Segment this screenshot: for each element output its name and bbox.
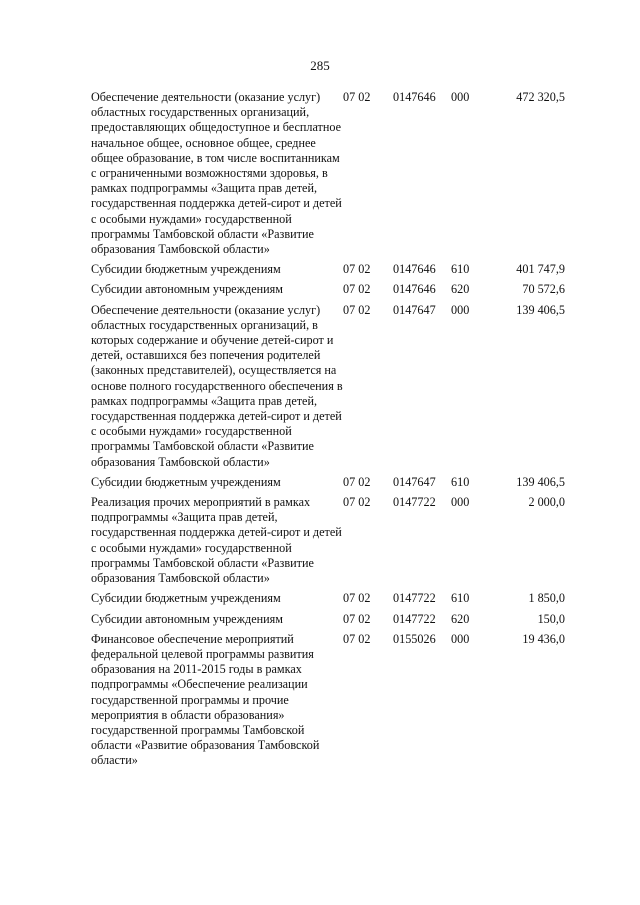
row-amount: 1 850,0 <box>528 591 565 606</box>
table-row <box>91 282 565 302</box>
row-target-code: 0147647 <box>393 474 436 489</box>
row-target-code: 0147646 <box>393 262 436 277</box>
table-row <box>91 632 565 769</box>
row-amount: 472 320,5 <box>516 90 565 104</box>
row-target-code: 0147722 <box>393 611 436 626</box>
row-section-code: 07 02 <box>343 262 371 277</box>
table-row <box>91 475 565 495</box>
table-row <box>91 612 565 632</box>
table-row <box>91 495 565 591</box>
row-section-code: 07 02 <box>343 302 371 317</box>
row-section-code: 07 02 <box>343 282 371 297</box>
row-amount: 19 436,0 <box>522 631 565 646</box>
row-section-code: 07 02 <box>343 474 371 489</box>
row-expense-type: 000 <box>451 631 470 646</box>
row-expense-type: 000 <box>451 302 470 317</box>
table-row <box>91 591 565 611</box>
row-expense-type: 000 <box>451 90 470 104</box>
row-section-code: 07 02 <box>343 631 371 646</box>
row-description: Субсидии автономным учреждениям <box>91 611 283 626</box>
row-description: Субсидии бюджетным учреждениям <box>91 262 281 277</box>
row-description: Субсидии автономным учреждениям <box>91 282 283 297</box>
budget-table <box>91 90 565 769</box>
row-section-code: 07 02 <box>343 495 371 510</box>
table-row <box>91 90 565 262</box>
row-expense-type: 610 <box>451 591 470 606</box>
row-target-code: 0147722 <box>393 591 436 606</box>
row-target-code: 0147646 <box>393 90 436 104</box>
row-description: Финансовое обеспечение мероприятий федеральной целевой программы развития образования на 2011-2015 годы в рамках подпрограммы «Обеспечение реализации государственной программы и прочие мероприятия в области образования» государственной программы Тамбовской области «Развитие образования Тамбовской области» <box>91 631 320 768</box>
row-amount: 401 747,9 <box>516 262 565 277</box>
row-amount: 139 406,5 <box>516 302 565 317</box>
row-description: Субсидии бюджетным учреждениям <box>91 591 281 606</box>
row-description: Обеспечение деятельности (оказание услуг) областных государственных организаций, предоставляющих общедоступное и бесплатное начальное общее, основное общее, среднее общее образование, в том числе воспитанникам с ограниченными возможностями здоровья, в рамках подпрограммы «Защита прав детей, государственная поддержка детей-сирот и детей с особыми нуждами» государственной программы Тамбовской области «Развитие образования Тамбовской области» <box>91 90 342 257</box>
row-expense-type: 610 <box>451 474 470 489</box>
table-row <box>91 262 565 282</box>
row-section-code: 07 02 <box>343 591 371 606</box>
row-section-code: 07 02 <box>343 90 371 104</box>
row-target-code: 0155026 <box>393 631 436 646</box>
row-expense-type: 620 <box>451 611 470 626</box>
row-target-code: 0147646 <box>393 282 436 297</box>
row-section-code: 07 02 <box>343 611 371 626</box>
row-expense-type: 000 <box>451 495 470 510</box>
row-amount: 150,0 <box>537 611 565 626</box>
row-target-code: 0147647 <box>393 302 436 317</box>
row-amount: 139 406,5 <box>516 474 565 489</box>
row-expense-type: 620 <box>451 282 470 297</box>
row-description: Субсидии бюджетным учреждениям <box>91 474 281 489</box>
row-description: Обеспечение деятельности (оказание услуг) областных государственных организаций, в которых содержание и обучение детей-сирот и детей, оставшихся без попечения родителей (законных представителей), осуществляется на основе полного государственного обеспечения в рамках подпрограммы «Защита прав детей, государственная поддержка детей-сирот и детей с особыми нуждами» государственной программы Тамбовской области «Развитие образования Тамбовской области» <box>91 302 343 469</box>
table-row <box>91 303 565 475</box>
row-amount: 70 572,6 <box>522 282 565 297</box>
row-target-code: 0147722 <box>393 495 436 510</box>
row-amount: 2 000,0 <box>528 495 565 510</box>
row-expense-type: 610 <box>451 262 470 277</box>
row-description: Реализация прочих мероприятий в рамках подпрограммы «Защита прав детей, государственная поддержка детей-сирот и детей с особыми нуждами» государственной программы Тамбовской области «Развитие образования Тамбовской области» <box>91 495 342 586</box>
page-number: 285 <box>310 58 330 73</box>
